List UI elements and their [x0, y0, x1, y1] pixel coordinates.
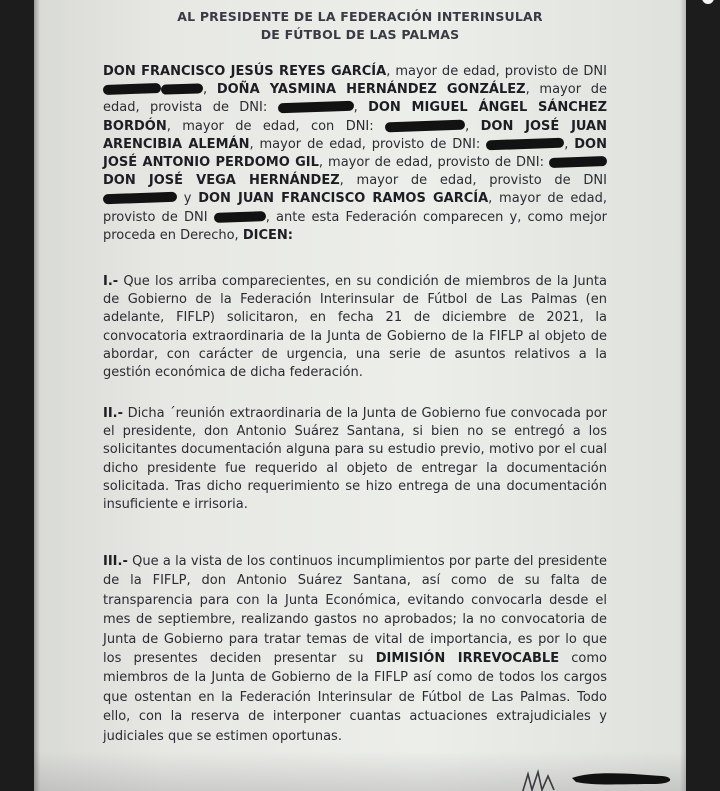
paragraph-text: como miembros de la Junta de Gobierno de la FIFLP así como de todos los cargos que ostentan en la Federación Interinsular de Fútbol de Las Palmas. Todo ello, con la reserva de interponer cuantas actuaciones extrajudiciales y judiciales que se estimen oportunas. [103, 651, 607, 744]
intro-text: , mayor de edad, provisto de DNI [339, 173, 607, 189]
intro-text: , ante esta Federación comparecen y, como mejor proceda en Derecho, [103, 209, 607, 243]
redaction-mark [385, 119, 465, 132]
redaction-mark [486, 137, 564, 150]
paragraph-label: I.- [103, 274, 119, 289]
intro-text: , mayor de edad, provisto de DNI [103, 191, 607, 225]
paragraph-text: Que a la vista de los continuos incumplimientos por parte del presidente de la FIFLP, don Antonio Suárez Santana, así como de su falta de transparencia para con la Junta Económica, evitando convocarla desde el mes de septiembre, realizando gastos no aprobados; la no convocatoria de Junta de Gobierno para tratar temas de vital de importancia, es por lo que los presentes deciden presentar su [103, 554, 607, 667]
signature-redaction [572, 773, 670, 784]
dicen-label: DICEN: [242, 227, 293, 243]
page-edge-left [34, 0, 40, 791]
paragraph-2 [103, 405, 607, 514]
intro-text: , mayor de edad, con DNI: [166, 118, 374, 134]
redaction-mark [103, 192, 177, 205]
person-name: DON JOSÉ JUAN ARENCIBIA ALEMÁN [103, 118, 608, 152]
intro-text: , mayor de edad, provisto de DNI [386, 64, 607, 79]
redaction-mark [214, 211, 266, 223]
person-name: DON JOSÉ VEGA HERNÁNDEZ [103, 173, 340, 189]
paragraph-label: II.- [103, 406, 124, 421]
redaction-mark [103, 83, 161, 95]
signature-marks [514, 760, 684, 791]
page-edge-right [680, 0, 686, 791]
redaction-mark [161, 83, 203, 94]
person-name: DON JOSÉ ANTONIO PERDOMO GIL [103, 136, 607, 171]
person-name: DON FRANCISCO JESÚS REYES GARCÍA [103, 64, 387, 79]
paragraph-label: III.- [103, 554, 128, 569]
paragraph-text: Dicha ´reunión extraordinaria de la Junta de Gobierno fue convocada por el presidente, don Antonio Suárez Santana, si bien no se entregó a los solicitantes documentación alguna para su estudio previo, motivo por el cual dicho presidente fue requerido al objeto de entregar la documentación solicitada. Tras dicho requerimiento se hizo entrega de una documentación insuficiente e irrisoria. [103, 406, 607, 513]
corner-artifact [702, 0, 714, 4]
signature-stroke [522, 772, 554, 791]
person-name: DOÑA YASMINA HERNÁNDEZ GONZÁLEZ [216, 82, 526, 98]
redaction-mark [277, 101, 353, 114]
heading-line-1: AL PRESIDENTE DE LA FEDERACIÓN INTERINSULAR [177, 9, 543, 24]
intro-text: , mayor de edad, provisto de DNI: [249, 136, 481, 152]
intro-text: , mayor de edad, provista de DNI: [103, 82, 607, 116]
intro-paragraph: DON FRANCISCO JESÚS REYES GARCÍA, mayor de edad, provisto de DNI , DOÑA YASMINA HERNÁNDEZ GONZÁLEZ, mayor de edad, provista de DNI: , DON MIGUEL ÁNGEL SÁNCHEZ BORDÓN, mayor de edad, con DNI: , DON JOSÉ JUAN ARENCIBIA ALEMÁN, mayor de edad, provisto de DNI: , DON JOSÉ ANTONIO PERDOMO GIL, mayor de edad, provisto de DNI: DON JOSÉ VEGA HERNÁNDEZ, mayor de edad, provisto de DNI y DON JUAN FRANCISCO RAMOS GARCÍA, mayor de edad, provisto de DNI , ante esta Federación comparecen y, como mejor proceda en Derecho, DICEN: [103, 64, 608, 243]
intro-text: , mayor de edad, provisto de DNI: [318, 155, 544, 171]
paragraph-1 [103, 273, 607, 382]
intro-conjunction: y [183, 191, 192, 207]
paragraph-3 [103, 552, 607, 746]
person-name: DON JUAN FRANCISCO RAMOS GARCÍA [198, 191, 489, 207]
resignation-emphasis: DIMISIÓN IRREVOCABLE [375, 651, 560, 667]
person-name: DON MIGUEL ÁNGEL SÁNCHEZ BORDÓN [103, 100, 608, 134]
paragraph-text: Que los arriba comparecientes, en su condición de miembros de la Junta de Gobierno de la Federación Interinsular de Fútbol de Las Palmas (en adelante, FIFLP) solicitaron, en fecha 21 de diciembre de 2021, la convocatoria extraordinaria de la Junta de Gobierno de la FIFLP al objeto de abordar, con carácter de urgencia, una serie de asuntos relativos a la gestión económica de dicha federación. [103, 274, 607, 381]
redaction-mark [549, 156, 607, 168]
heading-line-2: DE FÚTBOL DE LAS PALMAS [260, 27, 460, 42]
document-page [34, 0, 686, 791]
